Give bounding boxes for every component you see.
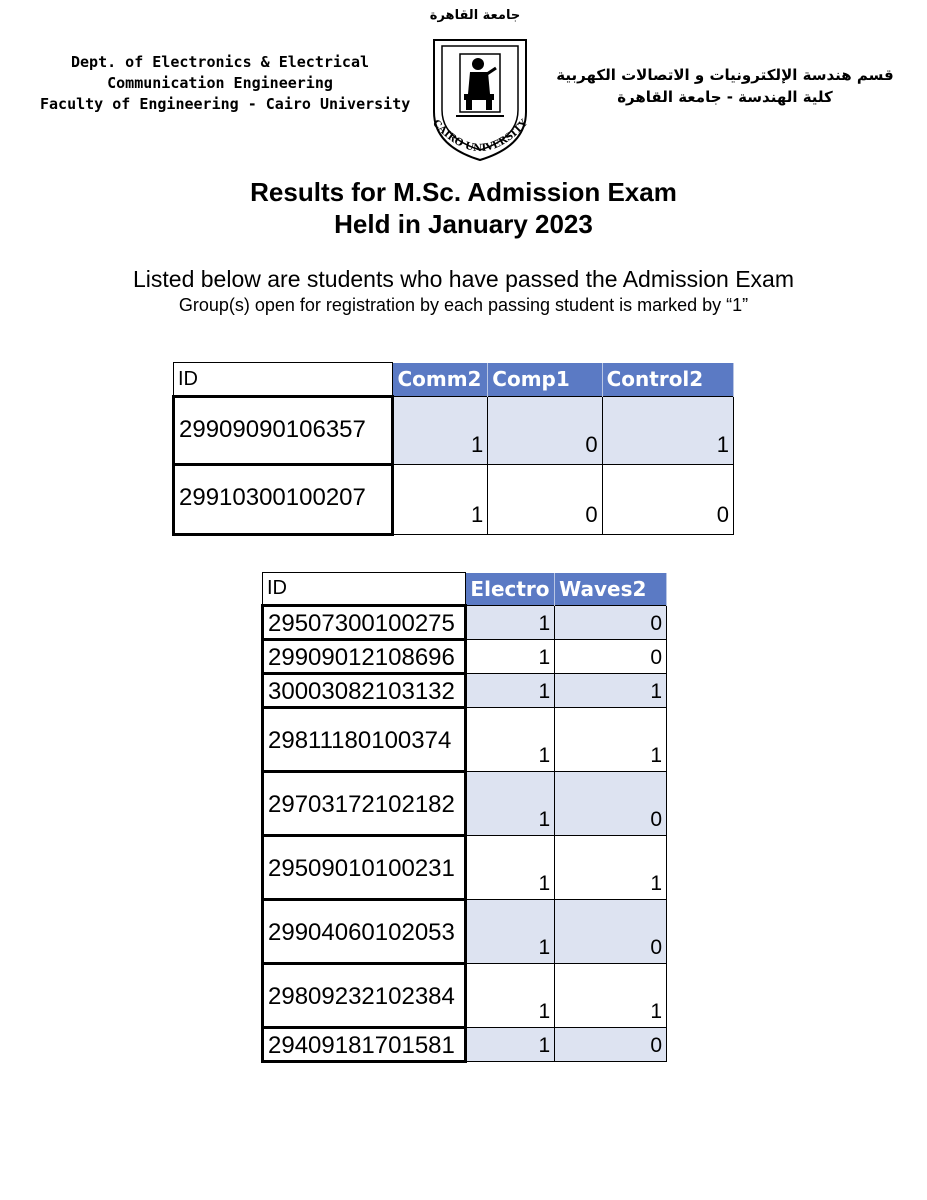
student-id: 29509010100231 [263,836,466,900]
column-header-id: ID [174,363,393,397]
dept-en-line-2: Communication Engineering [107,74,333,92]
university-name-arabic: جامعة القاهرة [429,8,521,23]
intro-line-1: Listed below are students who have passed the Admission Exam [133,266,794,292]
table-row [263,1028,667,1062]
table-row [174,397,734,465]
dept-ar-line-2: كلية الهندسة - جامعة القاهرة [617,88,833,106]
group-value: 1 [466,772,555,836]
column-header-comp1: Comp1 [488,363,602,397]
group-value: 1 [466,708,555,772]
title-line-1: Results for M.Sc. Admission Exam [250,177,677,207]
student-id: 29811180100374 [263,708,466,772]
group-value: 0 [555,900,667,964]
group-value: 0 [555,640,667,674]
logo-lettering: CAIRO UNIVERSITY [430,117,530,155]
group-value: 1 [466,606,555,640]
student-id: 29910300100207 [174,465,393,535]
group-value: 1 [466,1028,555,1062]
table-row [263,708,667,772]
group-value: 1 [555,836,667,900]
group-value: 0 [555,772,667,836]
group-value: 0 [488,397,602,465]
student-id: 29809232102384 [263,964,466,1028]
dept-en-line-3: Faculty of Engineering - Cairo University [40,95,411,113]
group-value: 1 [393,397,488,465]
results-table-2 [261,572,667,1063]
intro-line-2: Group(s) open for registration by each passing student is marked by “1” [178,295,749,315]
group-value: 0 [488,465,602,535]
group-value: 1 [555,964,667,1028]
table-row [263,900,667,964]
column-header-comm2: Comm2 [393,363,488,397]
group-value: 1 [466,674,555,708]
dept-ar-line-1: قسم هندسة الإلكترونيات و الاتصالات الكهربية [556,66,894,84]
table-row [263,674,667,708]
table-header-row [263,573,667,606]
student-id: 29904060102053 [263,900,466,964]
page-title [0,176,927,240]
group-value: 1 [602,397,733,465]
column-header-id: ID [263,573,466,606]
column-header-electro: Electro [466,573,555,606]
group-value: 0 [602,465,733,535]
group-value: 1 [555,674,667,708]
title-line-2: Held in January 2023 [334,209,593,239]
group-value: 1 [555,708,667,772]
department-arabic [540,64,910,108]
student-id: 29703172102182 [263,772,466,836]
table-row [174,465,734,535]
group-value: 1 [466,640,555,674]
student-id: 29909012108696 [263,640,466,674]
group-value: 0 [555,1028,667,1062]
group-value: 1 [466,964,555,1028]
student-id: 29507300100275 [263,606,466,640]
student-id: 30003082103132 [263,674,466,708]
column-header-waves2: Waves2 [555,573,667,606]
table-row [263,964,667,1028]
table-row [263,836,667,900]
department-english [40,52,411,115]
table-row [263,772,667,836]
student-id: 29909090106357 [174,397,393,465]
column-header-control2: Control2 [602,363,733,397]
group-value: 0 [555,606,667,640]
dept-en-line-1: Dept. of Electronics & Electrical [70,53,369,71]
student-id: 29409181701581 [263,1028,466,1062]
cairo-university-logo [420,34,540,164]
table-header-row [174,363,734,397]
group-value: 1 [466,900,555,964]
results-table-1 [172,362,734,536]
group-value: 1 [466,836,555,900]
group-value: 1 [393,465,488,535]
table-row [263,606,667,640]
table-row [263,640,667,674]
